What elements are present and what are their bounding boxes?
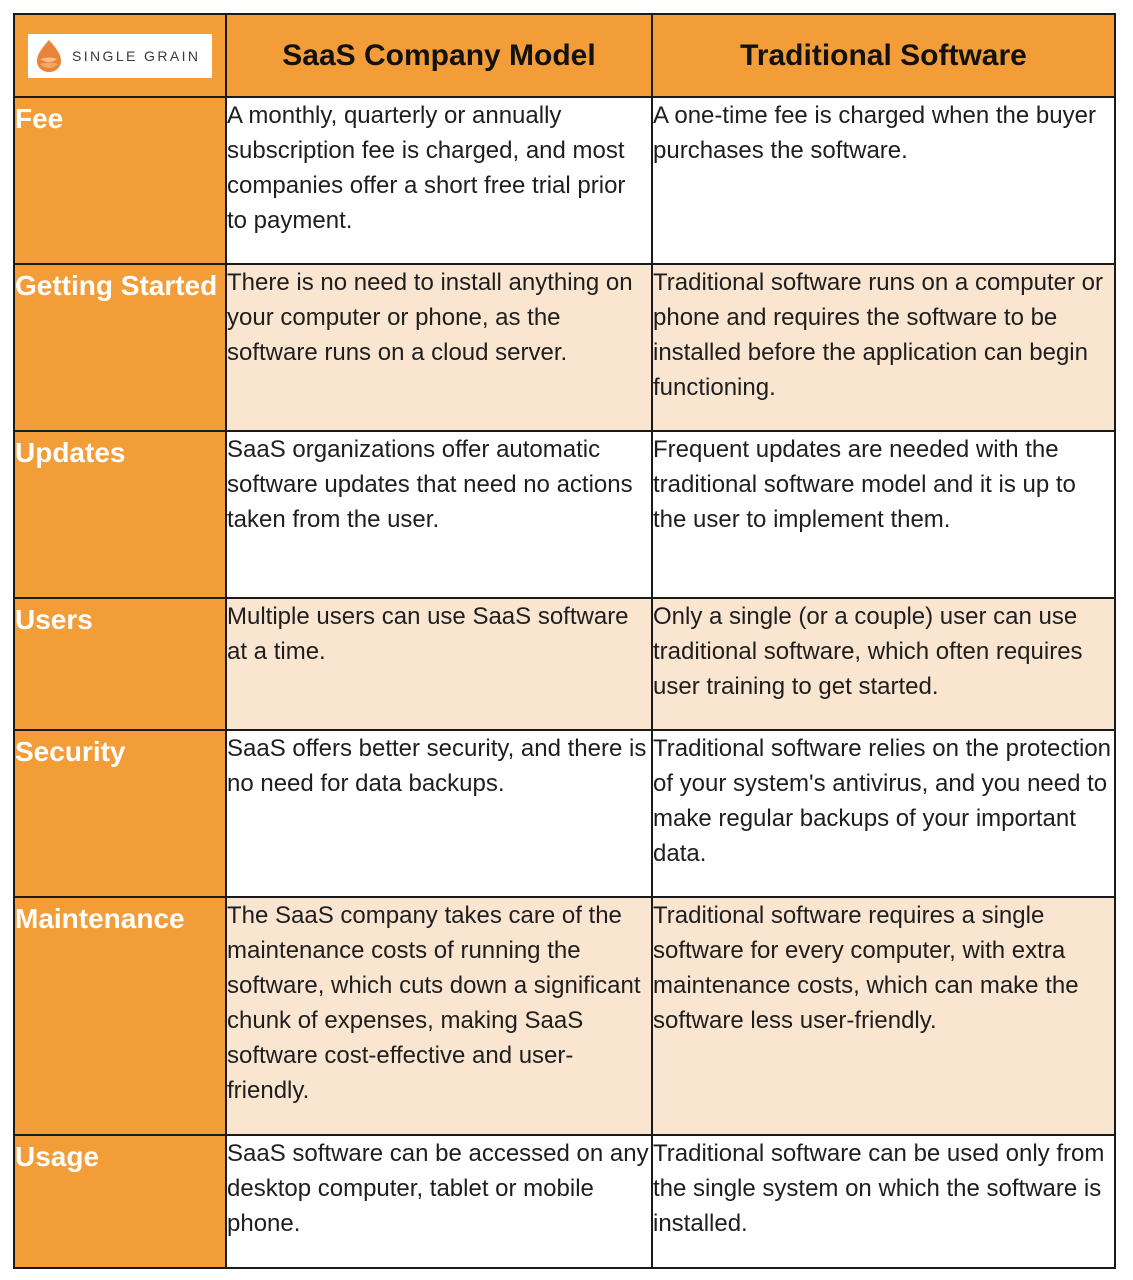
saas-cell: A monthly, quarterly or annually subscription fee is charged, and most companies offer a short free trial prior to payment.: [226, 97, 652, 264]
saas-cell: Multiple users can use SaaS software at a time.: [226, 598, 652, 730]
logo-text: SINGLE GRAIN: [72, 47, 201, 64]
column-header-traditional: Traditional Software: [652, 14, 1115, 97]
saas-cell: SaaS organizations offer automatic software updates that need no actions taken from the user.: [226, 431, 652, 598]
comparison-table: [13, 13, 1116, 1269]
saas-cell: There is no need to install anything on your computer or phone, as the software runs on a cloud server.: [226, 264, 652, 431]
row-label-getting-started: Getting Started: [14, 264, 226, 431]
column-header-saas: SaaS Company Model: [226, 14, 652, 97]
table-row: [14, 897, 1115, 1135]
row-label-security: Security: [14, 730, 226, 897]
row-label-users: Users: [14, 598, 226, 730]
logo-cell: [14, 14, 226, 97]
saas-cell: The SaaS company takes care of the maintenance costs of running the software, which cuts down a significant chunk of expenses, making SaaS software cost-effective and user-friendly.: [226, 897, 652, 1135]
traditional-cell: Traditional software relies on the protection of your system's antivirus, and you need to make regular backups of your important data.: [652, 730, 1115, 897]
traditional-cell: Traditional software can be used only from the single system on which the software is installed.: [652, 1135, 1115, 1268]
header-row: [14, 14, 1115, 97]
table-row: [14, 730, 1115, 897]
traditional-cell: Traditional software requires a single software for every computer, with extra maintenance costs, which can make the software less user-friendly.: [652, 897, 1115, 1135]
traditional-cell: Frequent updates are needed with the traditional software model and it is up to the user to implement them.: [652, 431, 1115, 598]
traditional-cell: A one-time fee is charged when the buyer purchases the software.: [652, 97, 1115, 264]
row-label-fee: Fee: [14, 97, 226, 264]
table-row: [14, 97, 1115, 264]
traditional-cell: Only a single (or a couple) user can use traditional software, which often requires user training to get started.: [652, 598, 1115, 730]
saas-cell: SaaS software can be accessed on any desktop computer, tablet or mobile phone.: [226, 1135, 652, 1268]
table-row: [14, 431, 1115, 598]
table-row: [14, 264, 1115, 431]
logo: [28, 34, 212, 78]
row-label-updates: Updates: [14, 431, 226, 598]
grain-drop-icon: [36, 39, 62, 73]
row-label-maintenance: Maintenance: [14, 897, 226, 1135]
row-label-usage: Usage: [14, 1135, 226, 1268]
table-row: [14, 598, 1115, 730]
table-row: [14, 1135, 1115, 1268]
saas-cell: SaaS offers better security, and there is no need for data backups.: [226, 730, 652, 897]
traditional-cell: Traditional software runs on a computer or phone and requires the software to be installed before the application can begin functioning.: [652, 264, 1115, 431]
